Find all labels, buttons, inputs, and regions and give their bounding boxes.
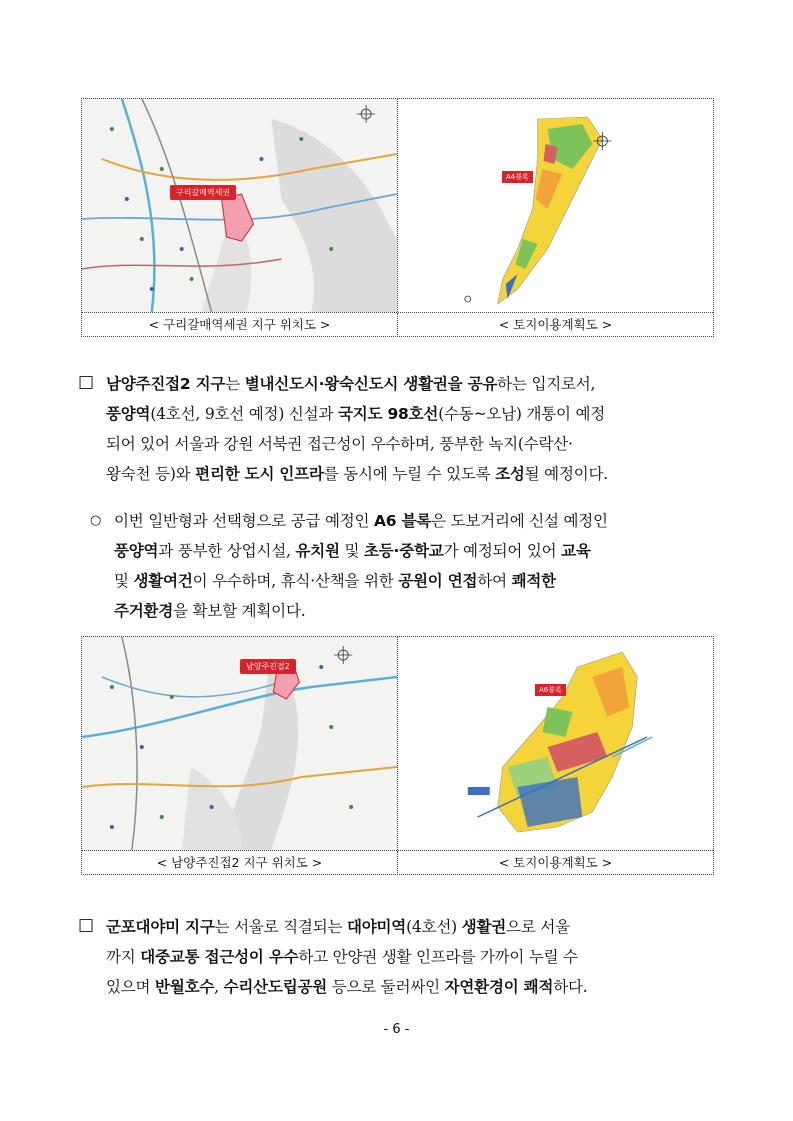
bold-text: 자연환경이 쾌적 xyxy=(444,978,554,996)
text-line xyxy=(106,369,720,399)
text: 을 확보할 계획이다. xyxy=(173,602,306,620)
text: 는 xyxy=(225,375,245,393)
text: 되어 있어 서울과 강원 서북권 접근성이 우수하며, 풍부한 녹지(수락산· xyxy=(106,435,573,453)
bold-text: 교육 xyxy=(561,542,591,560)
bold-text: 수리산도립공원 xyxy=(223,978,328,996)
namyangju-land-use-caption: < 토지이용계획도 > xyxy=(498,855,613,870)
text: 있으며 xyxy=(106,978,156,996)
text-line xyxy=(114,566,720,596)
bold-text: 남양주진접2 지구 xyxy=(106,375,226,393)
bold-text: 풍양역 xyxy=(106,405,151,423)
text: 하여 xyxy=(477,572,512,590)
namyangju-land-use-map xyxy=(398,637,713,850)
bold-text: 생활여건 xyxy=(133,572,193,590)
bold-text: A6 블록 xyxy=(374,512,432,530)
bold-text: 초등·중학교 xyxy=(363,542,444,560)
text-line xyxy=(106,429,720,459)
bold-text: 대야미역 xyxy=(346,918,407,936)
text: 하는 입지로서, xyxy=(497,375,596,393)
text-line xyxy=(106,459,720,489)
text-line xyxy=(114,596,720,626)
bold-text: 편리한 도시 인프라 xyxy=(195,465,324,483)
a6-block-callout: A6블록 xyxy=(535,684,566,696)
section-1-sub-bullet: ○ xyxy=(90,513,102,528)
figure-2-table xyxy=(81,636,714,875)
text-line xyxy=(114,536,720,566)
bold-text: 공원이 연접 xyxy=(398,572,478,590)
text-line xyxy=(106,972,720,1002)
guri-callout: 구리갈매역세권 xyxy=(170,185,236,200)
figure-1-table xyxy=(81,98,714,337)
section-1-sub-paragraph xyxy=(114,506,720,626)
text: 은 도보거리에 신설 예정인 xyxy=(431,512,608,530)
guri-location-caption: < 구리갈매역세권 지구 위치도 > xyxy=(82,313,398,337)
text: 가 예정되어 있어 xyxy=(443,542,562,560)
text: 까지 xyxy=(106,948,141,966)
text: 하고 안양권 생활 인프라를 가까이 누릴 수 xyxy=(298,948,578,966)
text-line xyxy=(106,399,720,429)
bold-text: 별내신도시·왕숙신도시 생활권을 공유 xyxy=(244,375,498,393)
bold-text: 군포대야미 지구 xyxy=(106,918,215,936)
guri-land-use-map xyxy=(398,99,713,312)
bold-text: 주거환경 xyxy=(114,602,174,620)
namyangju-location-caption: < 남양주진접2 지구 위치도 > xyxy=(82,851,398,875)
text-line xyxy=(106,942,720,972)
bold-text: 반월호수 xyxy=(155,978,215,996)
text: , xyxy=(214,978,224,996)
namyangju-callout: 남양주진접2 xyxy=(240,659,296,674)
text: 및 xyxy=(339,542,364,560)
section-2-bullet: □ xyxy=(78,915,95,935)
text-line xyxy=(106,912,720,942)
bold-text: 쾌적한 xyxy=(511,572,556,590)
a4-block-callout: A4블록 xyxy=(502,171,533,183)
namyangju-location-map xyxy=(82,637,398,850)
section-1-paragraph xyxy=(106,369,720,489)
bold-text: 유치원 xyxy=(295,542,340,560)
text: 으로 서울 xyxy=(506,918,570,936)
bold-text: 조성 xyxy=(495,465,525,483)
text: 왕숙천 등)와 xyxy=(106,465,196,483)
text: 이번 일반형과 선택형으로 공급 예정인 xyxy=(114,512,375,530)
section-2-paragraph xyxy=(106,912,720,1002)
text-line xyxy=(114,506,720,536)
text: 등으로 둘러싸인 xyxy=(327,978,445,996)
bold-text: 풍양역 xyxy=(114,542,159,560)
text: (4호선, 9호선 예정) 신설과 xyxy=(150,405,338,423)
text: (수동~오남) 개통이 예정 xyxy=(438,405,606,423)
guri-land-use-caption: < 토지이용계획도 > xyxy=(498,317,613,332)
text: 는 서울로 직결되는 xyxy=(214,918,347,936)
text: (4호선) xyxy=(406,918,462,936)
text: 이 우수하며, 휴식·산책을 위한 xyxy=(192,572,399,590)
bold-text: 국지도 98호선 xyxy=(337,405,439,423)
text: 과 풍부한 상업시설, xyxy=(158,542,296,560)
text: 를 동시에 누릴 수 있도록 xyxy=(323,465,496,483)
guri-location-map xyxy=(82,99,398,312)
text: 및 xyxy=(114,572,134,590)
text: 될 예정이다. xyxy=(524,465,608,483)
page-number: - 6 - xyxy=(383,1022,410,1037)
text: 하다. xyxy=(553,978,588,996)
bold-text: 대중교통 접근성이 우수 xyxy=(140,948,299,966)
section-1-bullet: □ xyxy=(78,372,95,392)
bold-text: 생활권 xyxy=(461,918,507,936)
